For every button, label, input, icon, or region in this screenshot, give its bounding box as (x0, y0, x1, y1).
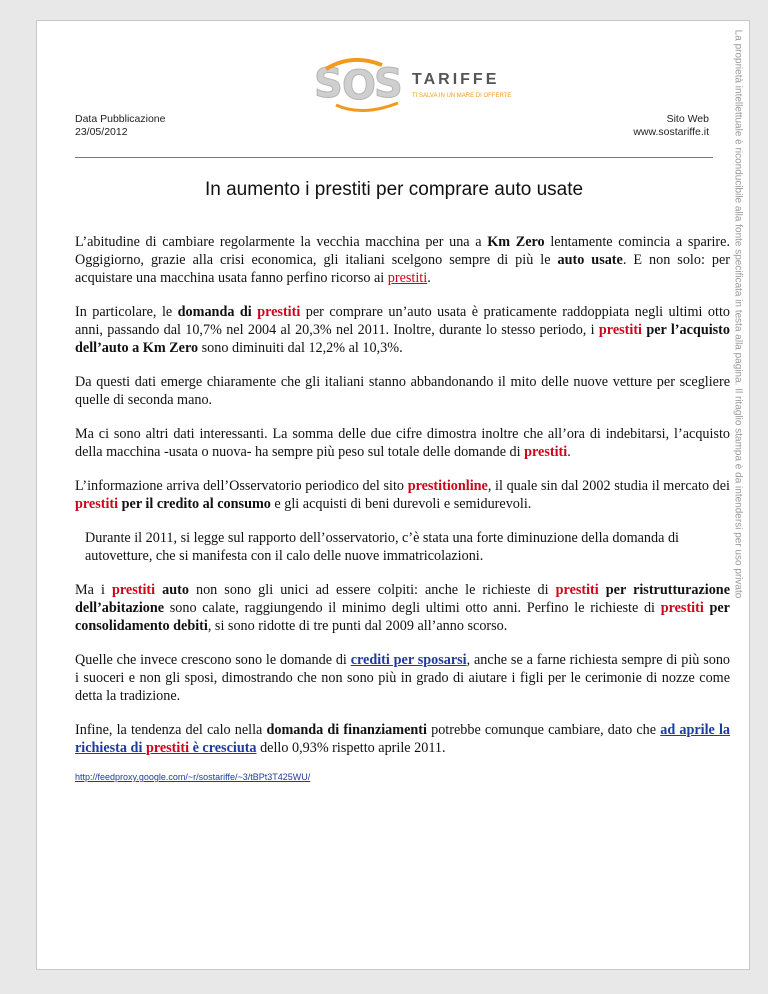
article-title: In aumento i prestiti per comprare auto usate (204, 179, 584, 200)
paragraph-1: L’abitudine di cambiare regolarmente la vecchia macchina per una a Km Zero lentamente comincia a sparire. Oggigiorno, grazie alla crisi economica, gli italiani scelgono sempre di più le auto usate. E non solo: per acquistare una macchina usata fanno perfino ricorso ai prestiti. (75, 234, 731, 286)
paragraph-3: Da questi dati emerge chiaramente che gli italiani stanno abbandonando il mito delle nuove vetture per scegliere quelle di seconda mano. (75, 374, 730, 408)
copyright-note: La proprietà intellettuale è riconducibile alla fonte specificata in testa alla pagina. Il ritaglio stampa è da intendersi per uso privato (732, 29, 744, 598)
article-body (75, 233, 730, 786)
svg-text:S: S (314, 61, 343, 107)
paragraph-8: Infine, la tendenza del calo nella domanda di finanziamenti potrebbe comunque cambiare, dato che ad aprile la richiesta di prestiti è cresciuta dello 0,93% rispetto aprile 2011. (75, 722, 730, 756)
publication-date: 23/05/2012 (75, 126, 128, 138)
paragraph-2: In particolare, le domanda di prestiti per comprare un’auto usata è praticamente raddoppiata negli ultimi otto anni, passando dal 10,7% nel 2004 al 20,3% nel 2011. Inoltre, durante lo stesso periodo, i prestiti per l’acquisto dell’auto a Km Zero sono diminuiti dal 12,2% al 10,3%. (75, 304, 730, 356)
publication-label: Data Pubblicazione (75, 113, 166, 125)
website-label: Sito Web (666, 113, 709, 125)
paragraph-4: Ma ci sono altri dati interessanti. La somma delle due cifre dimostra inoltre che all’ora di indebitarsi, l’acquisto della macchina -usata o nuova- ha sempre più peso sul totale delle domande di prestiti. (75, 426, 730, 460)
copyright-sidebar (727, 21, 749, 606)
logo-text: TARIFFE (412, 71, 500, 88)
paragraph-6: Ma i prestiti auto non sono gli unici ad essere colpiti: anche le richieste di prestiti per ristrutturazione dell’abitazione sono calate, raggiungendo il minimo degli ultimi otto anni. Perfino le richieste di prestiti per consolidamento debiti, si sono ridotte di tre punti dal 2009 all’anno scorso. (75, 582, 730, 634)
source-url-link[interactable]: http://feedproxy.google.com/~r/sostariffe/~3/tBPt3T425WU/ (75, 772, 311, 782)
paragraph-5: L’informazione arriva dell’Osservatorio periodico del sito prestitionline, il quale sin dal 2002 studia il mercato dei prestiti per il credito al consumo e gli acquisti di beni durevoli e semidurevoli. (75, 478, 730, 512)
sostariffe-logo (312, 47, 532, 117)
website-url: www.sostariffe.it (633, 126, 709, 138)
svg-text:O: O (342, 63, 377, 109)
document-page (36, 20, 750, 970)
logo-tagline: TI SALVA IN UN MARE DI OFFERTE (412, 93, 512, 99)
website-info (633, 113, 709, 139)
quote-paragraph: Durante il 2011, si legge sul rapporto dell’osservatorio, c’è stata una forte diminuzione della domanda di autovetture, che si manifesta con il calo delle nuove immatricolazioni. (85, 530, 679, 564)
link-crediti-per-sposarsi[interactable]: crediti per sposarsi (350, 652, 467, 668)
link-prestiti[interactable]: prestiti (387, 270, 428, 286)
paragraph-7: Quelle che invece crescono sono le domande di crediti per sposarsi, anche se a farne richiesta sempre di più sono i suoceri e non gli sposi, dimostrando che non sono più in grado di aiutare i figli per le cerimonie di nozze come detta la tradizione. (75, 652, 731, 704)
publication-info (75, 113, 165, 139)
link-aprile-richiesta[interactable]: ad aprile la richiesta di prestiti è cresciuta (75, 722, 730, 756)
svg-text:S: S (374, 61, 403, 107)
header-divider (75, 157, 713, 158)
